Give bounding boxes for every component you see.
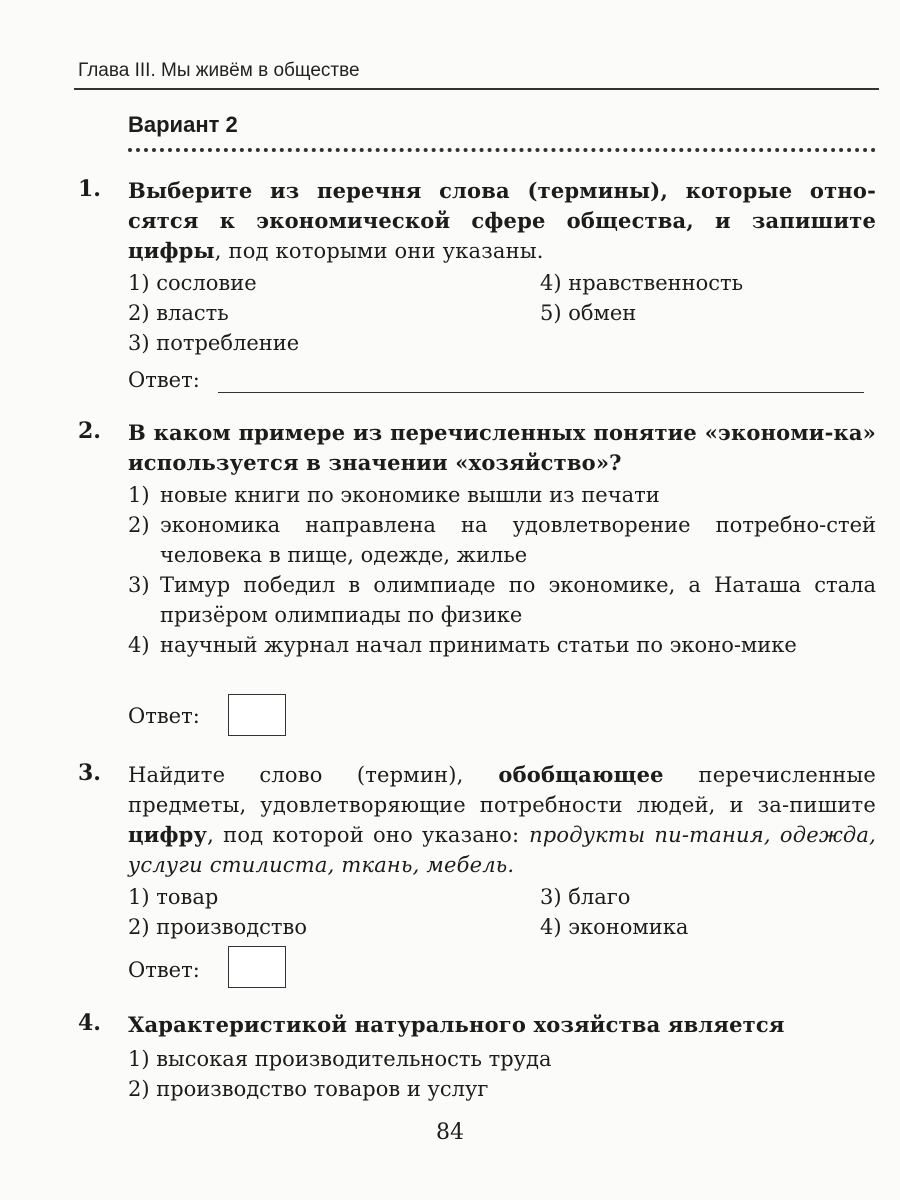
question-3-text <box>128 760 876 880</box>
q2-answer-box[interactable] <box>228 694 286 736</box>
q3-text-e: , под которой оно указано: <box>207 823 520 847</box>
q1-option-2: 2) власть <box>128 301 229 325</box>
question-4-number: 4. <box>78 1010 101 1036</box>
q4-option-1: 1) высокая производительность труда <box>128 1047 552 1071</box>
q1-option-3: 3) потребление <box>128 331 300 355</box>
q1-text-c: , под которыми они указаны. <box>214 239 544 263</box>
chapter-header: Глава III. Мы живём в обществе <box>78 60 360 81</box>
q3-text-a: Найдите слово (термин), <box>128 763 464 787</box>
question-2-number: 2. <box>78 418 101 444</box>
q3-option-4: 4) экономика <box>540 915 689 939</box>
q2-option-3: 3) Тимур победил в олимпиаде по экономике, а Наташа стала призёром олимпиады по физике <box>128 573 876 627</box>
page-number: 84 <box>436 1120 464 1145</box>
q3-option-2: 2) производство <box>128 915 308 939</box>
q1-answer-label: Ответ: <box>128 368 200 392</box>
q2-option-4: 4) научный журнал начал принимать статьи по эконо-мике <box>128 633 797 657</box>
dotted-divider <box>128 148 876 152</box>
q1-answer-line[interactable] <box>218 392 864 393</box>
q2-options <box>128 480 876 660</box>
question-4-text: Характеристикой натурального хозяйства является <box>128 1012 785 1037</box>
q2-answer-label: Ответ: <box>128 704 200 728</box>
variant-title: Вариант 2 <box>128 112 238 137</box>
q1-text-a: Выберите из перечня слова (термины), которые отно-сятся к экономической сфере общества, и запишите <box>128 178 876 233</box>
q3-answer-box[interactable] <box>228 946 286 988</box>
q3-text-f: продукты пи-тания, одежда, услуги стилиста, ткань, мебель. <box>128 823 877 877</box>
q1-option-4: 4) нравственность <box>540 271 744 295</box>
q2-option-1: 1) новые книги по экономике вышли из печати <box>128 483 660 507</box>
q3-text-c: перечисленные предметы, удовлетворяющие потребности людей, и за-пишите <box>128 763 876 817</box>
header-rule <box>74 88 879 90</box>
q1-option-1: 1) сословие <box>128 271 257 295</box>
q3-option-1: 1) товар <box>128 885 219 909</box>
q3-text-d: цифру <box>128 822 208 847</box>
q1-option-5: 5) обмен <box>540 301 637 325</box>
q3-option-3: 3) благо <box>540 885 631 909</box>
q2-option-2: 2) экономика направлена на удовлетворение потребно-стей человека в пище, одежде, жилье <box>128 513 876 567</box>
q4-option-2: 2) производство товаров и услуг <box>128 1077 489 1101</box>
q3-answer-label: Ответ: <box>128 958 200 982</box>
question-2-text: В каком примере из перечисленных понятие «экономи-ка» используется в значении «хозяйство»? <box>128 420 876 475</box>
question-1-text <box>128 176 876 266</box>
question-3-number: 3. <box>78 760 101 786</box>
question-1-number: 1. <box>78 176 101 202</box>
q1-text-b: цифры <box>128 238 215 263</box>
q3-text-b: обобщающее <box>498 762 664 787</box>
